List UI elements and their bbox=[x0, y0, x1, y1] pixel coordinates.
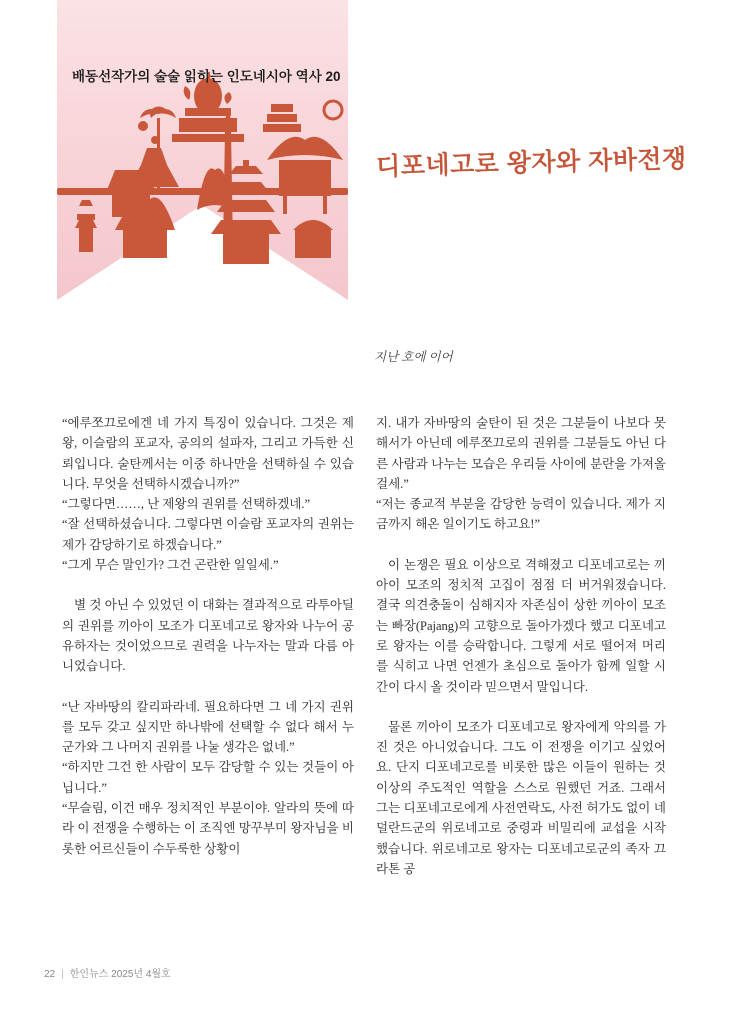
right-column bbox=[376, 413, 666, 879]
paragraph: “잘 선택하셨습니다. 그렇다면 이슬람 포교자의 권위는 제가 감당하기로 하겠습니다.” bbox=[62, 517, 354, 552]
header-ribbon bbox=[57, 0, 348, 310]
series-label: 배동선작가의 술술 읽히는 인도네시아 역사 20 bbox=[72, 69, 341, 84]
article-title: 디포네고로 왕자와 자바전쟁 bbox=[375, 144, 688, 182]
footer-divider: | bbox=[61, 969, 64, 980]
paragraph: “에루쪼끄로에겐 네 가지 특징이 있습니다. 그것은 제왕, 이슬람의 포교자, 공의의 설파자, 그리고 가득한 신뢰입니다. 술탄께서는 이중 하나만을 선택하실 수 있습니다. 무엇을 선택하시겠습니까?” bbox=[62, 416, 354, 491]
paragraph: “무슬림, 이건 매우 정치적인 부분이야. 알라의 뜻에 따라 이 전쟁을 수행하는 이 조직엔 망꾸부미 왕자님을 비롯한 어르신들이 수두룩한 상황이 bbox=[62, 801, 354, 856]
left-column bbox=[62, 413, 354, 859]
magazine-issue: 한인뉴스 2025년 4월호 bbox=[69, 969, 171, 980]
paragraph: 이 논쟁은 필요 이상으로 격해졌고 디포네고로는 끼아이 모조의 정치적 고집이 점점 더 버거워졌습니다. 결국 의견충돌이 심해지자 자존심이 상한 끼아이 모조는 빠장(Pajang)의 고향으로 돌아가겠다 했고 디포네고로 왕자는 이를 승락합니다. 그렇게 서로 떨어져 머리를 식히고 나면 언젠가 초심으로 돌아가 함께 일할 시간이 다시 올 것이라 믿으면서 말입니다. bbox=[376, 557, 666, 694]
paragraph: “난 자바땅의 칼리파라네. 필요하다면 그 네 가지 권위를 모두 갖고 싶지만 하나밖에 선택할 수 없다 해서 누군가와 그 나머지 권위를 나눌 생각은 없네.” bbox=[62, 699, 354, 755]
paragraph: “그게 무슨 말인가? 그건 곤란한 일일세.” bbox=[62, 558, 279, 573]
paragraph: “저는 종교적 부분을 감당한 능력이 있습니다. 제가 지금까지 해온 일이기도 하고요!” bbox=[376, 497, 666, 532]
paragraph: 물론 끼아이 모조가 디포네고로 왕자에게 악의를 가진 것은 아니었습니다. 그도 이 전쟁을 이기고 싶었어요. 단지 디포네고로를 비롯한 많은 이들이 원하는 것 이상의 주도적인 역할을 스스로 원했던 거죠. 그래서 그는 디포네고로에게 사전연락도, 사전 허가도 없이 네덜란드군의 위로네고로 중령과 비밀리에 교섭을 시작했습니다. 위로네고로 왕자는 디포네고로군의 족자 끄라톤 공 bbox=[376, 719, 666, 876]
continued-note: 지난 호에 이어 bbox=[374, 350, 453, 364]
paragraph: “그렇다면……, 난 제왕의 권위를 선택하겠네.” bbox=[62, 497, 311, 512]
paragraph: 별 것 아닌 수 있었던 이 대화는 결과적으로 라투아딜의 권위를 끼아이 모조가 디포네고로 왕자와 나누어 공유하자는 것이었으므로 권력을 나누자는 말과 다름 아니었습니다. bbox=[62, 598, 354, 674]
paragraph: 지. 내가 자바땅의 술탄이 된 것은 그분들이 나보다 못해서가 아닌데 에루쪼끄로의 권위를 그분들도 아닌 다른 사람과 나누는 모습은 우리들 사이에 분란을 가져올 걸세.” bbox=[376, 416, 666, 491]
page-footer bbox=[44, 965, 171, 980]
paragraph: “하지만 그건 한 사람이 모두 감당할 수 있는 것들이 아닙니다.” bbox=[62, 760, 354, 795]
page-number: 22 bbox=[44, 969, 56, 980]
